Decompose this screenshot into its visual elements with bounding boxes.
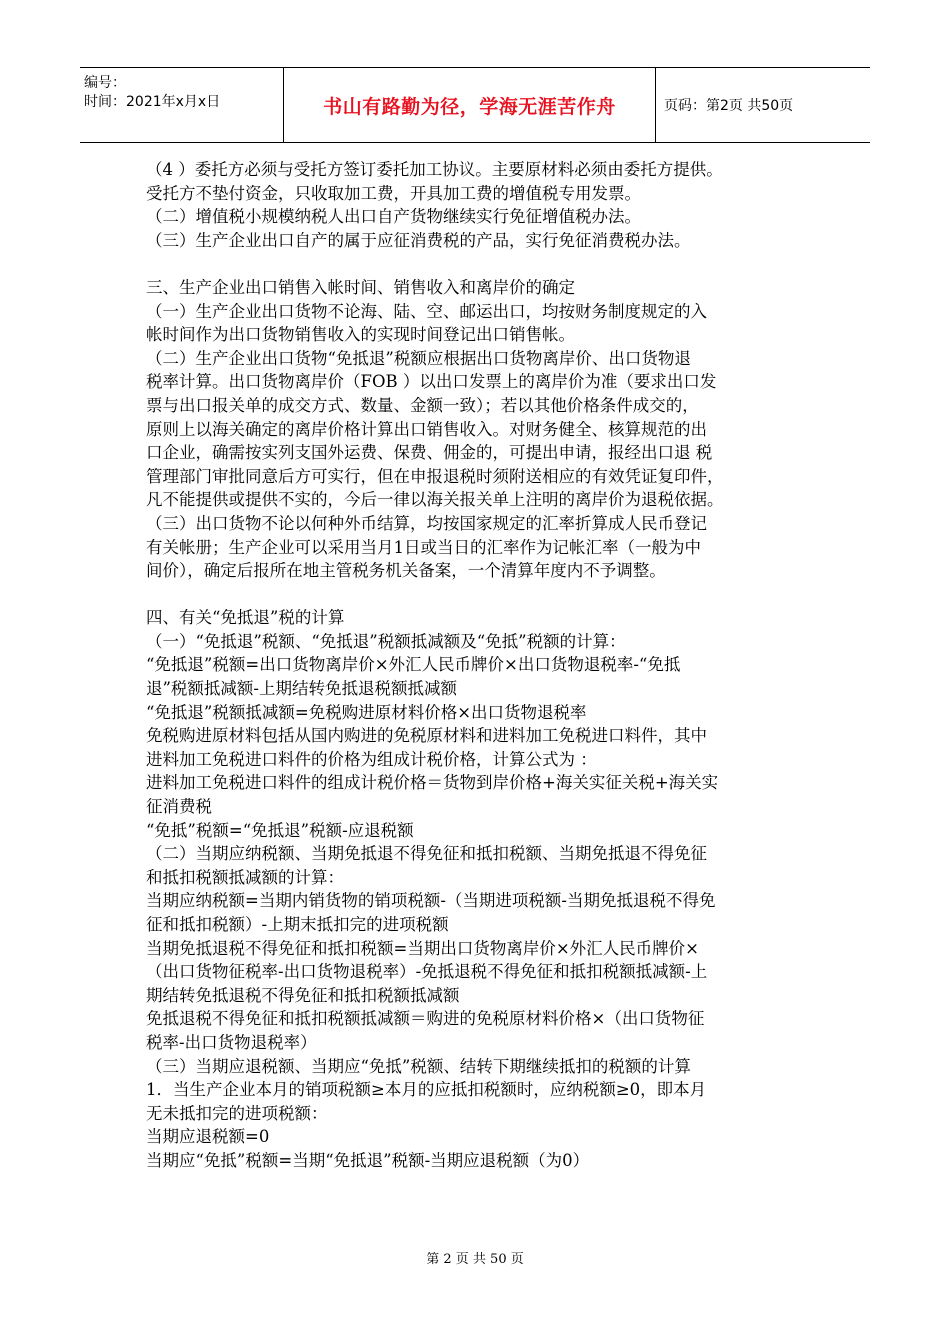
text-line: （4 ）委托方必须与受托方签订委托加工协议。主要原材料必须由委托方提供。 (146, 160, 723, 179)
text-line: 无未抵扣完的进项税额： (146, 1103, 328, 1123)
text-line: （二）增值税小规模纳税人出口自产货物继续实行免征增值税办法。 (146, 207, 641, 227)
header-page-info: 页码：第2页 共50页 (664, 98, 794, 114)
text-line: 有关帐册；生产企业可以采用当月1日或当日的汇率作为记帐汇率（一般为中 (146, 537, 701, 557)
text-line: 当期应退税额=0 (146, 1127, 270, 1147)
text-line: 当期免抵退税不得免征和抵扣税额=当期出口货物离岸价×外汇人民币牌价× (146, 938, 699, 958)
header-left-cell (80, 68, 283, 142)
text-line: （三）生产企业出口自产的属于应征消费税的产品，实行免征消费税办法。 (146, 230, 691, 250)
text-line: “免抵”税额=“免抵退”税额-应退税额 (146, 820, 414, 840)
text-line: 原则上以海关确定的离岸价格计算出口销售收入。对财务健全、核算规范的出 (146, 419, 707, 439)
text-line: （三）出口货物不论以何种外币结算，均按国家规定的汇率折算成人民币登记 (146, 513, 707, 533)
blank-line (146, 252, 826, 276)
text-line: 1．当生产企业本月的销项税额≥本月的应抵扣税额时，应纳税额≥0，即本月 (146, 1080, 707, 1100)
text-line: 进料加工免税进口料件的组成计税价格＝货物到岸价格+海关实征关税+海关实 (146, 773, 719, 793)
text-line: 税率-出口货物退税率） (146, 1032, 317, 1052)
text-line: 征消费税 (146, 797, 212, 817)
text-line: （三）当期应退税额、当期应“免抵”税额、结转下期继续抵扣的税额的计算 (146, 1056, 691, 1076)
text-line: （一）“免抵退”税额、“免抵退”税额抵减额及“免抵”税额的计算： (146, 631, 626, 651)
text-line: 免税购进原材料包括从国内购进的免税原材料和进料加工免税进口料件，其中 (146, 726, 707, 746)
text-line: 进料加工免税进口料件的价格为组成计税价格，计算公式为 ： (146, 749, 597, 769)
text-line: （二）生产企业出口货物“免抵退”税额应根据出口货物离岸价、出口货物退 (146, 348, 691, 368)
text-line: （出口货物征税率-出口货物退税率）-免抵退税不得免征和抵扣税额抵减额-上 (146, 962, 708, 982)
blank-line (146, 583, 826, 607)
text-line: 免抵退税不得免征和抵扣税额抵减额＝购进的免税原材料价格×（出口货物征 (146, 1009, 705, 1029)
text-line: “免抵退”税额=出口货物离岸价×外汇人民币牌价×出口货物退税率-“免抵 (146, 655, 681, 675)
text-line: 当期应纳税额=当期内销货物的销项税额-（当期进项税额-当期免抵退税不得免 (146, 891, 716, 911)
text-line: （一）生产企业出口货物不论海、陆、空、邮运出口，均按财务制度规定的入 (146, 301, 707, 321)
text-line: 受托方不垫付资金，只收取加工费，开具加工费的增值税专用发票。 (146, 183, 641, 203)
text-line: 征和抵扣税额）-上期末抵扣完的进项税额 (146, 915, 449, 934)
text-line: 当期应“免抵”税额=当期“免抵退”税额-当期应退税额（为0） (146, 1150, 590, 1170)
text-line: “免抵退”税额抵减额=免税购进原材料价格×出口货物退税率 (146, 702, 587, 722)
text-line: 退”税额抵减额-上期结转免抵退税额抵减额 (146, 679, 458, 699)
text-line: （二）当期应纳税额、当期免抵退不得免征和抵扣税额、当期免抵退不得免征 (146, 844, 707, 864)
text-line: 间价），确定后报所在地主管税务机关备案，一个清算年度内不予调整。 (146, 561, 666, 581)
header-motto: 书山有路勤为径，学海无涯苦作舟 (283, 68, 656, 142)
text-line: 三、生产企业出口销售入帐时间、销售收入和离岸价的确定 (146, 277, 575, 297)
text-line: 和抵扣税额抵减额的计算： (146, 867, 344, 887)
text-line: 管理部门审批同意后方可实行，但在申报退税时须附送相应的有效凭证复印件， (146, 466, 724, 486)
text-line: 帐时间作为出口货物销售收入的实现时间登记出口销售帐。 (146, 325, 575, 345)
text-line: 税率计算。出口货物离岸价（FOB ）以出口发票上的离岸价为准（要求出口发 (146, 372, 717, 392)
text-line: 期结转免抵退税不得免征和抵扣税额抵减额 (146, 985, 460, 1005)
text-line: 凡不能提供或提供不实的，今后一律以海关报关单上注明的离岸价为退税依据。 (146, 490, 724, 510)
page-header (80, 67, 870, 143)
page-footer: 第 2 页 共 50 页 (426, 1252, 524, 1267)
text-line: 口企业，确需按实列支国外运费、保费、佣金的，可提出申请，报经出口退 税 (146, 443, 713, 463)
doc-number-label: 编号： (84, 75, 126, 91)
date-label: 时间：2021年x月x日 (84, 94, 221, 110)
document-body (146, 158, 826, 1173)
text-line: 票与出口报关单的成交方式、数量、金额一致）；若以其他价格条件成交的， (146, 395, 699, 415)
text-line: 四、有关“免抵退”税的计算 (146, 608, 345, 628)
